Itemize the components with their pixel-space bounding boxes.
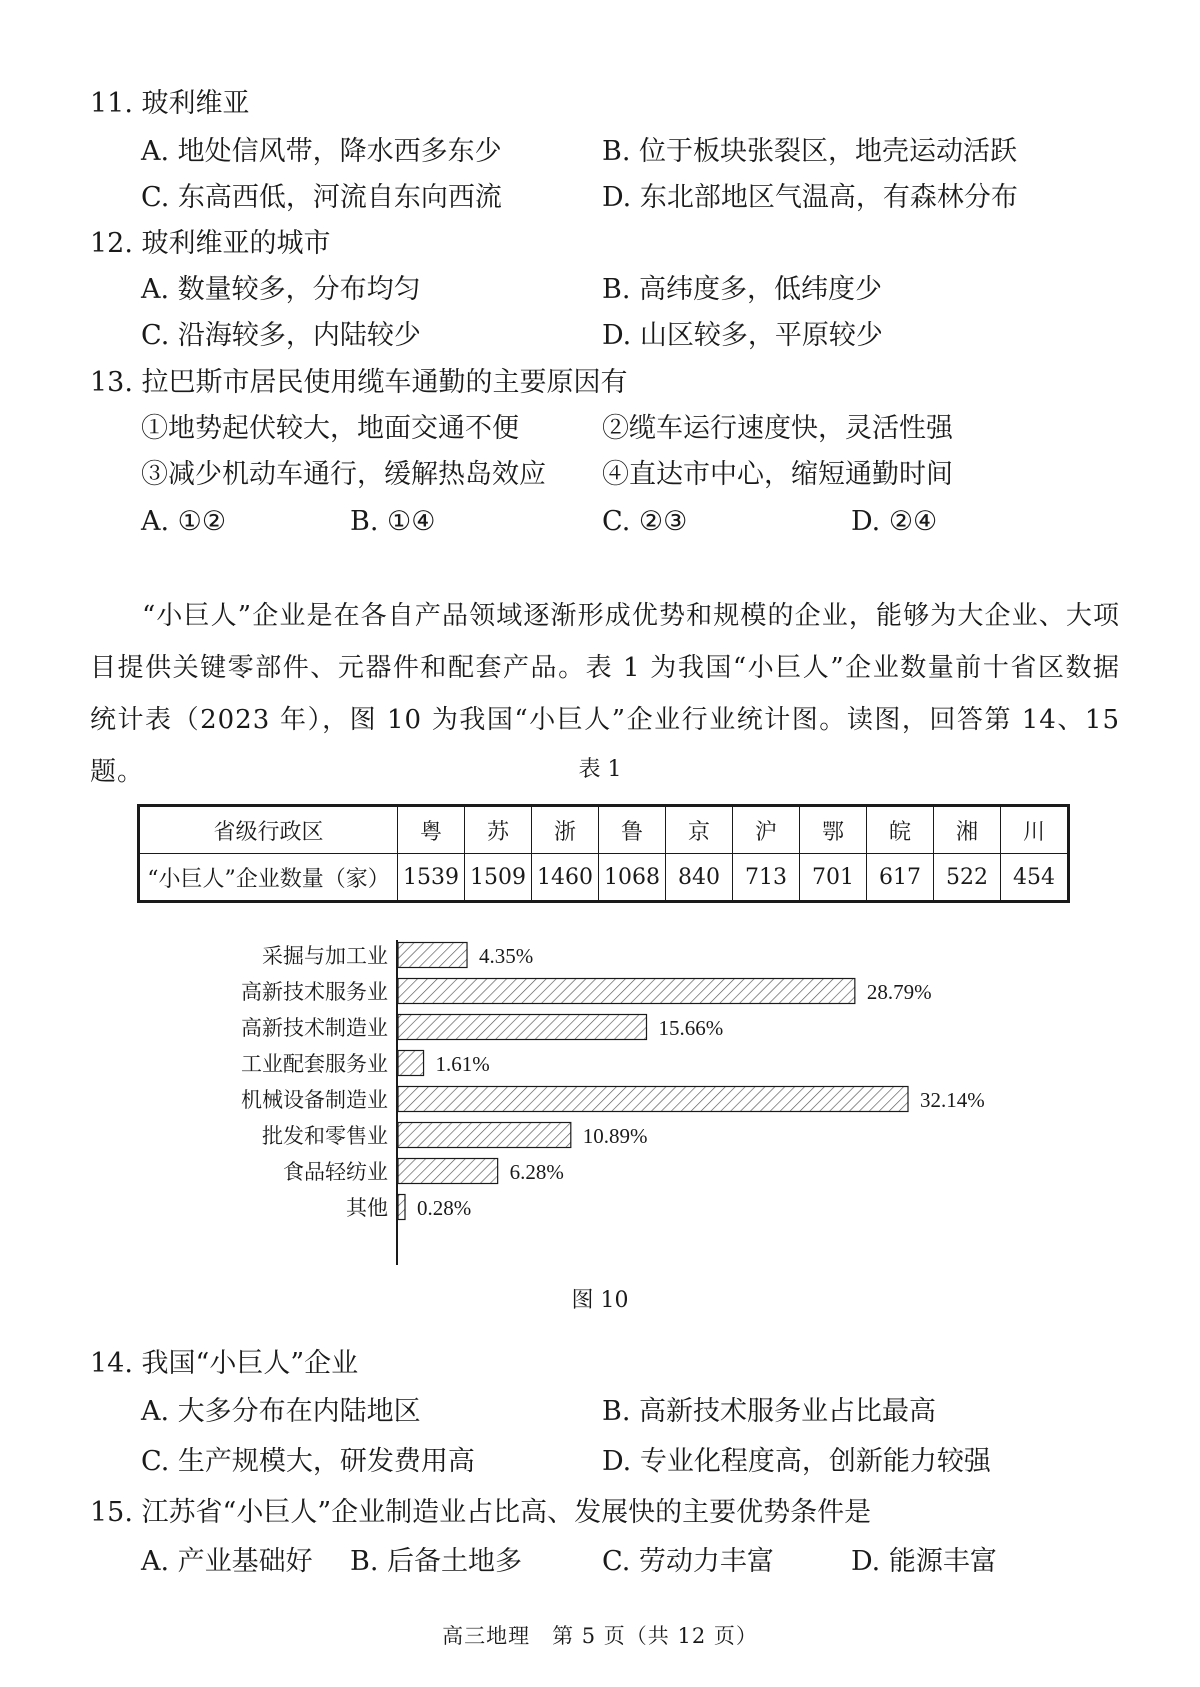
table-cell: 617 <box>867 854 934 902</box>
q13-item-3: ③减少机动车通行，缓解热岛效应 <box>141 459 546 490</box>
table-cell: 454 <box>1001 854 1069 902</box>
q11-option-d: D. 东北部地区气温高，有森林分布 <box>602 182 1018 213</box>
q14-stem: 14. 我国“小巨人”企业 <box>90 1348 359 1379</box>
table-cell: 鄂 <box>800 806 867 854</box>
data-label: 0.28% <box>417 1196 472 1220</box>
data-label: 1.61% <box>435 1052 490 1076</box>
q15-option-b: B. 后备土地多 <box>350 1546 523 1577</box>
table-row-label: “小巨人”企业数量（家） <box>139 854 398 902</box>
table-cell: 522 <box>934 854 1001 902</box>
q13-stem: 13. 拉巴斯市居民使用缆车通勤的主要原因有 <box>90 367 628 398</box>
table-cell: 701 <box>800 854 867 902</box>
category-label: 食品轻纺业 <box>283 1160 388 1184</box>
table-cell: 苏 <box>465 806 532 854</box>
table-cell: 皖 <box>867 806 934 854</box>
table-caption: 表 1 <box>578 757 622 782</box>
q13-option-a: A. ①② <box>141 506 227 537</box>
table-cell: 1509 <box>465 854 532 902</box>
q15-option-d: D. 能源丰富 <box>851 1546 997 1577</box>
q12-option-c: C. 沿海较多，内陆较少 <box>141 320 421 351</box>
data-label: 15.66% <box>658 1016 724 1040</box>
category-label: 工业配套服务业 <box>241 1052 388 1076</box>
q13-item-4: ④直达市中心，缩短通勤时间 <box>602 459 953 490</box>
bar <box>398 943 467 968</box>
category-label: 其他 <box>346 1196 388 1220</box>
q14-option-d: D. 专业化程度高，创新能力较强 <box>602 1446 991 1477</box>
table-cell: 沪 <box>733 806 800 854</box>
table-cell: 840 <box>666 854 733 902</box>
category-label: 批发和零售业 <box>262 1124 388 1148</box>
table-cell: 浙 <box>532 806 599 854</box>
bar <box>398 979 855 1004</box>
q12-option-b: B. 高纬度多，低纬度少 <box>602 274 883 305</box>
q14-option-c: C. 生产规模大，研发费用高 <box>141 1446 475 1477</box>
bar <box>398 1015 646 1040</box>
q14-option-b: B. 高新技术服务业占比最高 <box>602 1396 937 1427</box>
bar <box>398 1087 908 1112</box>
table-cell: 713 <box>733 854 800 902</box>
q11-option-a: A. 地处信风带，降水西多东少 <box>141 136 502 167</box>
q14-option-a: A. 大多分布在内陆地区 <box>141 1396 421 1427</box>
bar <box>398 1195 405 1220</box>
table-cell: 鲁 <box>599 806 666 854</box>
data-label: 4.35% <box>479 944 534 968</box>
table-cell: 川 <box>1001 806 1069 854</box>
table-cell: 粤 <box>398 806 465 854</box>
table-cell: 1068 <box>599 854 666 902</box>
bar <box>398 1051 424 1076</box>
q13-option-b: B. ①④ <box>350 506 436 537</box>
bar <box>398 1159 498 1184</box>
category-label: 采掘与加工业 <box>262 944 388 968</box>
data-label: 10.89% <box>582 1124 648 1148</box>
category-label: 机械设备制造业 <box>241 1088 388 1112</box>
q13-option-d: D. ②④ <box>851 506 938 537</box>
page-footer: 高三地理 第 5 页（共 12 页） <box>442 1624 758 1648</box>
q12-option-d: D. 山区较多，平原较少 <box>602 320 883 351</box>
q13-option-c: C. ②③ <box>602 506 688 537</box>
q13-item-2: ②缆车运行速度快，灵活性强 <box>602 413 953 444</box>
q11-stem: 11. 玻利维亚 <box>90 88 250 119</box>
table-cell: 京 <box>666 806 733 854</box>
data-label: 32.14% <box>920 1088 985 1112</box>
table-header-label: 省级行政区 <box>139 806 398 854</box>
category-label: 高新技术制造业 <box>241 1016 388 1040</box>
table-cell: 1539 <box>398 854 465 902</box>
q12-stem: 12. 玻利维亚的城市 <box>90 228 331 259</box>
q13-item-1: ①地势起伏较大，地面交通不便 <box>141 413 519 444</box>
figure-caption: 图 10 <box>571 1288 629 1313</box>
table-cell: 湘 <box>934 806 1001 854</box>
intro-paragraph: “小巨人”企业是在各自产品领域逐渐形成优势和规模的企业，能够为大企业、大项目提供关键零部件、元器件和配套产品。表 1 为我国“小巨人”企业数量前十省区数据统计表（2023 年），图 10 为我国“小巨人”企业行业统计图。读图，回答第 14、15 题。 <box>90 601 1120 787</box>
category-label: 高新技术服务业 <box>241 980 388 1004</box>
bar <box>398 1123 571 1148</box>
q11-option-b: B. 位于板块张裂区，地壳运动活跃 <box>602 136 1018 167</box>
q11-option-c: C. 东高西低，河流自东向西流 <box>141 182 502 213</box>
q15-option-c: C. 劳动力丰富 <box>602 1546 774 1577</box>
table-cell: 1460 <box>532 854 599 902</box>
q12-option-a: A. 数量较多，分布均匀 <box>141 274 421 305</box>
q15-stem: 15. 江苏省“小巨人”企业制造业占比高、发展快的主要优势条件是 <box>90 1497 872 1528</box>
data-label: 6.28% <box>509 1160 564 1184</box>
data-label: 28.79% <box>866 980 932 1004</box>
q15-option-a: A. 产业基础好 <box>141 1546 313 1577</box>
